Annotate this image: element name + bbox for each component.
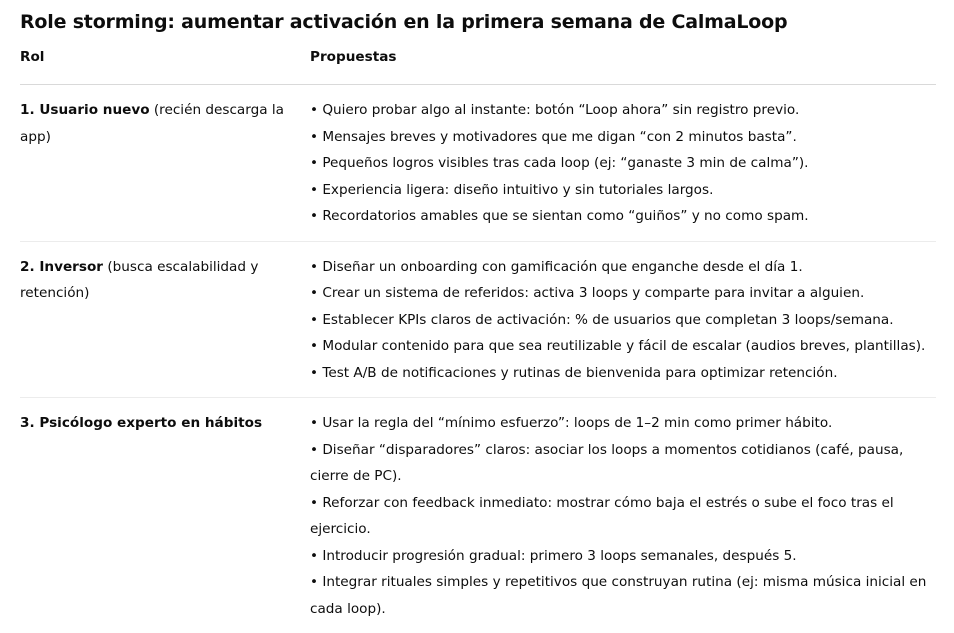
role-name: 2. Inversor bbox=[20, 259, 103, 275]
role-cell bbox=[20, 398, 310, 633]
header-proposals-label: Propuestas bbox=[310, 47, 397, 66]
proposals-cell bbox=[310, 241, 936, 398]
role-cell bbox=[20, 85, 310, 242]
proposal-item: • Establecer KPIs claros de activación: % de usuarios que completan 3 loops/semana. bbox=[310, 307, 936, 334]
role-cell bbox=[20, 241, 310, 398]
header-role bbox=[20, 47, 310, 85]
role-storming-table bbox=[20, 47, 936, 633]
proposal-item: • Quiero probar algo al instante: botón “Loop ahora” sin registro previo. bbox=[310, 97, 936, 124]
proposal-item: • Crear un sistema de referidos: activa 3 loops y comparte para invitar a alguien. bbox=[310, 280, 936, 307]
proposal-item: • Reforzar con feedback inmediato: mostrar cómo baja el estrés o sube el foco tras el ejercicio. bbox=[310, 490, 936, 543]
proposal-item: • Mensajes breves y motivadores que me digan “con 2 minutos basta”. bbox=[310, 124, 936, 151]
role-name: 3. Psicólogo experto en hábitos bbox=[20, 415, 262, 431]
table-row-psicologo bbox=[20, 398, 936, 633]
proposal-item: • Introducir progresión gradual: primero 3 loops semanales, después 5. bbox=[310, 543, 936, 570]
table-row-usuario-nuevo bbox=[20, 85, 936, 242]
proposal-item: • Test A/B de notificaciones y rutinas de bienvenida para optimizar retención. bbox=[310, 360, 936, 387]
role-description: (recién descarga la app) bbox=[20, 102, 284, 145]
proposal-item: • Recordatorios amables que se sientan como “guiños” y no como spam. bbox=[310, 203, 936, 230]
proposal-item: • Integrar rituales simples y repetitivos que construyan rutina (ej: misma música inicial en cada loop). bbox=[310, 569, 936, 622]
page-title: Role storming: aumentar activación en la primera semana de CalmaLoop bbox=[20, 9, 936, 35]
table-header-row bbox=[20, 47, 936, 85]
table-row-inversor bbox=[20, 241, 936, 398]
role-description: (busca escalabilidad y retención) bbox=[20, 259, 258, 302]
proposal-item: • Diseñar “disparadores” claros: asociar los loops a momentos cotidianos (café, pausa, cierre de PC). bbox=[310, 437, 936, 490]
proposal-item: • Modular contenido para que sea reutilizable y fácil de escalar (audios breves, plantillas). bbox=[310, 333, 936, 360]
proposal-item: • Usar la regla del “mínimo esfuerzo”: loops de 1–2 min como primer hábito. bbox=[310, 410, 936, 437]
proposal-list bbox=[310, 254, 936, 387]
role-name: 1. Usuario nuevo bbox=[20, 102, 150, 118]
proposal-list bbox=[310, 97, 936, 230]
proposal-item: • Diseñar un onboarding con gamificación que enganche desde el día 1. bbox=[310, 254, 936, 281]
proposal-item: • Pequeños logros visibles tras cada loop (ej: “ganaste 3 min de calma”). bbox=[310, 150, 936, 177]
proposal-list bbox=[310, 410, 936, 622]
header-proposals bbox=[310, 47, 936, 85]
header-role-label: Rol bbox=[20, 47, 44, 66]
proposals-cell bbox=[310, 398, 936, 633]
proposal-item: • Experiencia ligera: diseño intuitivo y sin tutoriales largos. bbox=[310, 177, 936, 204]
proposals-cell bbox=[310, 85, 936, 242]
